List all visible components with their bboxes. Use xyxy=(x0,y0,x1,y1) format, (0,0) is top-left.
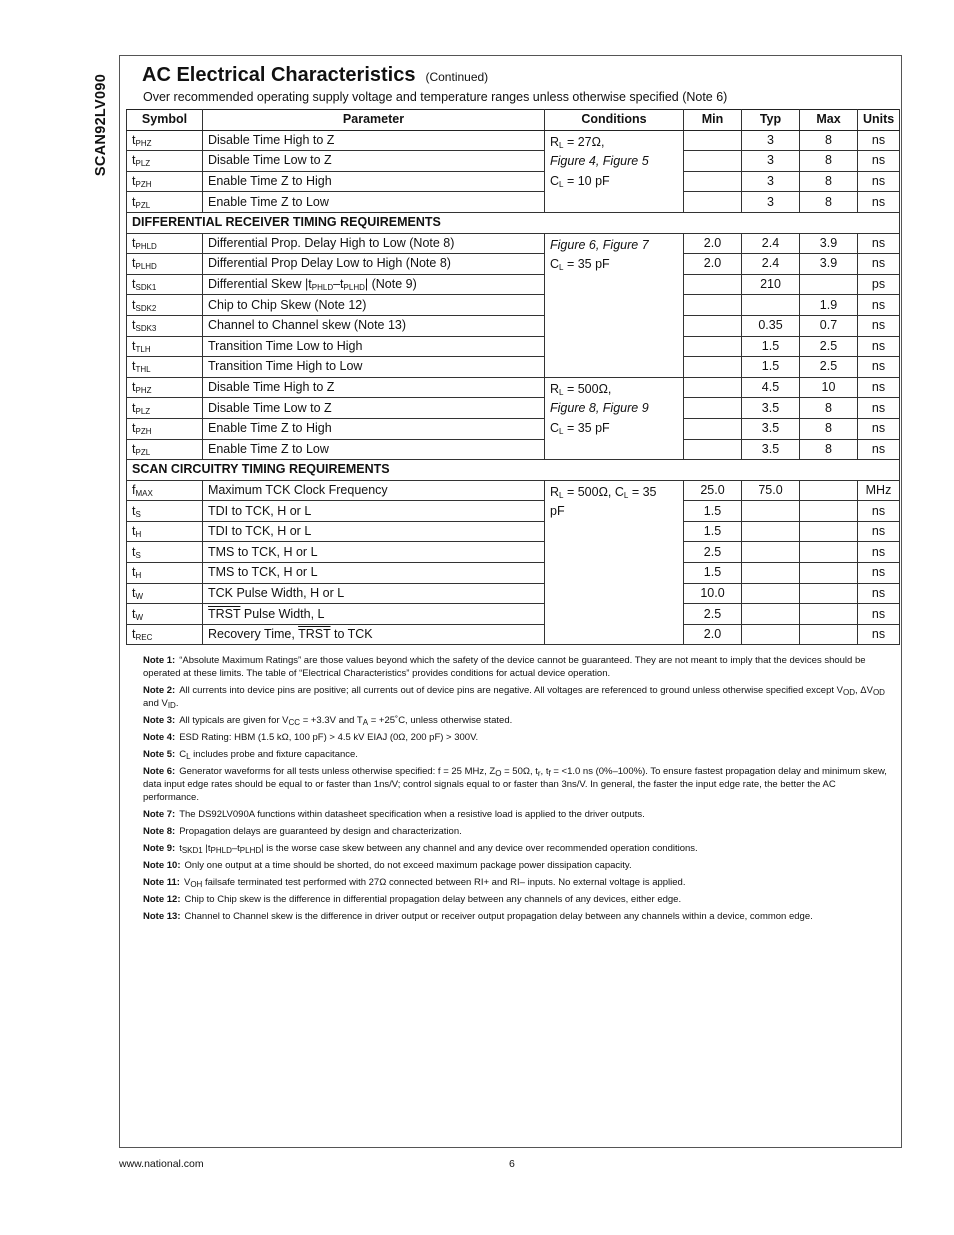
condition-line: $R_L = 27\Omega$, xyxy=(550,134,605,150)
cell-parameter: Recovery Time, TRST to TCK xyxy=(203,624,545,645)
col-header-symbol: Symbol xyxy=(127,110,203,131)
cell-max: 8 xyxy=(800,418,858,439)
cell-typ: 0.35 xyxy=(742,315,800,336)
condition-line: $C_L = 35$ pF xyxy=(550,257,610,273)
cell-symbol: $t_S$ xyxy=(127,501,203,522)
cell-max: 8 xyxy=(800,130,858,151)
cell-parameter: Maximum TCK Clock Frequency xyxy=(203,480,545,501)
cell-max: 8 xyxy=(800,439,858,460)
ac-characteristics-table xyxy=(126,109,900,645)
cell-min: 1.5 xyxy=(684,563,742,584)
cell-units: ns xyxy=(858,171,900,192)
note-item xyxy=(143,765,888,804)
cell-parameter: Disable Time Low to Z xyxy=(203,151,545,172)
cell-max xyxy=(800,583,858,604)
note-item xyxy=(143,731,888,744)
cell-typ: 3.5 xyxy=(742,418,800,439)
side-title xyxy=(88,55,114,195)
cell-max xyxy=(800,563,858,584)
cell-units: ns xyxy=(858,233,900,254)
table-body xyxy=(127,130,900,645)
cell-parameter: Differential Prop. Delay High to Low (Note 8) xyxy=(203,233,545,254)
cell-typ: 3.5 xyxy=(742,398,800,419)
cell-units: ns xyxy=(858,418,900,439)
table-row xyxy=(127,192,900,213)
cell-typ xyxy=(742,521,800,542)
cell-conditions xyxy=(545,480,684,645)
cell-parameter: TDI to TCK, H or L xyxy=(203,501,545,522)
cell-min: 2.5 xyxy=(684,542,742,563)
cell-typ xyxy=(742,542,800,563)
cell-max xyxy=(800,542,858,563)
cell-min xyxy=(684,295,742,316)
note-item xyxy=(143,654,888,680)
note-label: Note 10: xyxy=(143,860,181,871)
col-header-conditions: Conditions xyxy=(545,110,684,131)
note-item xyxy=(143,684,888,710)
cell-symbol: $t_{PHZ}$ xyxy=(127,377,203,398)
note-item xyxy=(143,859,888,872)
cell-parameter: Enable Time Z to Low xyxy=(203,192,545,213)
table-row xyxy=(127,336,900,357)
note-label: Note 9: xyxy=(143,843,176,854)
note-item xyxy=(143,808,888,821)
cell-min xyxy=(684,439,742,460)
condition-line: $R_L = 500\Omega$, xyxy=(550,381,612,397)
col-header-parameter: Parameter xyxy=(203,110,545,131)
cell-typ: 3 xyxy=(742,192,800,213)
cell-min xyxy=(684,274,742,295)
note-text: Only one output at a time should be shorted, do not exceed maximum package power dissipation capacity. xyxy=(184,860,632,871)
note-label: Note 1: xyxy=(143,655,176,666)
note-text: All currents into device pins are positive; all currents out of device pins are negative. All voltages are referenced to ground unless otherwise specified except $V_{OD}$, $\Delta V_{OD}$ and $V_{ID}$. xyxy=(143,685,885,710)
cell-typ xyxy=(742,563,800,584)
cell-parameter: TMS to TCK, H or L xyxy=(203,542,545,563)
table-header-row xyxy=(127,110,900,131)
cell-typ xyxy=(742,583,800,604)
table-row xyxy=(127,130,900,151)
section-label: DIFFERENTIAL RECEIVER TIMING REQUIREMENTS xyxy=(127,212,900,233)
cell-min xyxy=(684,315,742,336)
cell-units: ns xyxy=(858,151,900,172)
cell-typ: 75.0 xyxy=(742,480,800,501)
table-row xyxy=(127,171,900,192)
note-label: Note 11: xyxy=(143,877,180,888)
footer-website: www.national.com xyxy=(119,1158,204,1170)
cell-min: 2.0 xyxy=(684,233,742,254)
note-item xyxy=(143,714,888,727)
cell-units: ns xyxy=(858,439,900,460)
cell-typ: 2.4 xyxy=(742,233,800,254)
table-row xyxy=(127,501,900,522)
condition-line: Figure 4, Figure 5 xyxy=(550,154,649,169)
cell-max: 3.9 xyxy=(800,254,858,275)
cell-parameter: Differential Skew $|t_{PHLD}-t_{PLHD}|$ (Note 9) xyxy=(203,274,545,295)
condition-line: $C_L = 10$ pF xyxy=(550,173,610,189)
col-header-typ: Typ xyxy=(742,110,800,131)
note-item xyxy=(143,893,888,906)
cell-parameter: Enable Time Z to High xyxy=(203,171,545,192)
footer-page-number: 6 xyxy=(509,1158,515,1170)
table-row xyxy=(127,377,900,398)
cell-symbol: $t_{PLZ}$ xyxy=(127,398,203,419)
cell-min xyxy=(684,398,742,419)
table-row xyxy=(127,439,900,460)
table-row xyxy=(127,542,900,563)
cell-units: ns xyxy=(858,583,900,604)
cell-max: 3.9 xyxy=(800,233,858,254)
table-row xyxy=(127,151,900,172)
table-row xyxy=(127,315,900,336)
col-header-units: Units xyxy=(858,110,900,131)
cell-max: 2.5 xyxy=(800,357,858,378)
cell-symbol: $t_{PHZ}$ xyxy=(127,130,203,151)
cell-min xyxy=(684,171,742,192)
note-text: Chip to Chip skew is the difference in differential propagation delay between any channels of any devices, either edge. xyxy=(184,894,682,905)
cell-symbol: $t_H$ xyxy=(127,563,203,584)
cell-parameter: Disable Time High to Z xyxy=(203,377,545,398)
cell-conditions xyxy=(545,233,684,377)
cell-conditions xyxy=(545,130,684,212)
cell-typ: 3.5 xyxy=(742,439,800,460)
cell-min: 2.0 xyxy=(684,624,742,645)
note-text: All typicals are given for $V_{CC} = +3.3V$ and $T_A$ = +25˚C, unless otherwise stated. xyxy=(179,715,513,727)
cell-max xyxy=(800,604,858,625)
table-row xyxy=(127,398,900,419)
cell-min: 2.0 xyxy=(684,254,742,275)
cell-parameter: TDI to TCK, H or L xyxy=(203,521,545,542)
note-label: Note 8: xyxy=(143,826,176,837)
cell-max xyxy=(800,274,858,295)
cell-min xyxy=(684,336,742,357)
cell-max xyxy=(800,480,858,501)
table-row xyxy=(127,295,900,316)
note-label: Note 7: xyxy=(143,809,176,820)
cell-typ xyxy=(742,501,800,522)
cell-symbol: $t_{SDK1}$ xyxy=(127,274,203,295)
cell-units: ns xyxy=(858,521,900,542)
note-text: The DS92LV090A functions within datasheet specification when a resistive load is applied to the driver outputs. xyxy=(179,809,645,820)
cell-min: 1.5 xyxy=(684,501,742,522)
note-item xyxy=(143,842,888,855)
table-row xyxy=(127,357,900,378)
cell-units: ns xyxy=(858,295,900,316)
cell-typ: 3 xyxy=(742,151,800,172)
condition-line: Figure 8, Figure 9 xyxy=(550,401,649,416)
subtitle: Over recommended operating supply voltage and temperature ranges unless otherwise specified (Note 6) xyxy=(143,90,728,104)
cell-units: ns xyxy=(858,192,900,213)
section-heading xyxy=(142,64,488,87)
note-label: Note 4: xyxy=(143,732,176,743)
col-header-min: Min xyxy=(684,110,742,131)
cell-parameter: Transition Time High to Low xyxy=(203,357,545,378)
cell-units: ns xyxy=(858,357,900,378)
cell-typ: 1.5 xyxy=(742,357,800,378)
cell-symbol: $t_{PLZ}$ xyxy=(127,151,203,172)
cell-parameter: Channel to Channel skew (Note 13) xyxy=(203,315,545,336)
condition-line: $C_L = 35$ pF xyxy=(550,420,610,436)
cell-min xyxy=(684,192,742,213)
table-row xyxy=(127,583,900,604)
cell-max: 8 xyxy=(800,171,858,192)
section-label: SCAN CIRCUITRY TIMING REQUIREMENTS xyxy=(127,460,900,481)
section-row xyxy=(127,460,900,481)
cell-min: 1.5 xyxy=(684,521,742,542)
heading-continued: (Continued) xyxy=(425,70,489,84)
cell-parameter: TRST Pulse Width, L xyxy=(203,604,545,625)
cell-max: 8 xyxy=(800,192,858,213)
cell-units: ns xyxy=(858,377,900,398)
note-item xyxy=(143,748,888,761)
note-text: “Absolute Maximum Ratings” are those values beyond which the safety of the device cannot be guaranteed. They are not meant to imply that the devices should be operated at these limits. The table of “Electrical Characteristics” provides conditions for actual device operation. xyxy=(143,655,866,679)
cell-symbol: $t_W$ xyxy=(127,604,203,625)
note-label: Note 6: xyxy=(143,766,176,777)
cell-units: ns xyxy=(858,501,900,522)
side-title-text: SCAN92LV090 xyxy=(93,73,109,177)
cell-units: ns xyxy=(858,604,900,625)
cell-min xyxy=(684,151,742,172)
cell-typ: 2.4 xyxy=(742,254,800,275)
table-row xyxy=(127,480,900,501)
cell-symbol: $t_{PHLD}$ xyxy=(127,233,203,254)
cell-max: 8 xyxy=(800,151,858,172)
cell-units: ns xyxy=(858,130,900,151)
cell-parameter: Enable Time Z to Low xyxy=(203,439,545,460)
cell-max: 10 xyxy=(800,377,858,398)
cell-symbol: $t_W$ xyxy=(127,583,203,604)
note-label: Note 2: xyxy=(143,685,176,696)
cell-min: 25.0 xyxy=(684,480,742,501)
note-label: Note 3: xyxy=(143,715,176,726)
note-label: Note 12: xyxy=(143,894,181,905)
cell-typ: 3 xyxy=(742,130,800,151)
cell-typ: 4.5 xyxy=(742,377,800,398)
cell-max: 8 xyxy=(800,398,858,419)
cell-symbol: $t_{PLHD}$ xyxy=(127,254,203,275)
cell-symbol: $t_S$ xyxy=(127,542,203,563)
table-row xyxy=(127,624,900,645)
heading-title: AC Electrical Characteristics xyxy=(142,64,416,86)
note-label: Note 13: xyxy=(143,911,181,922)
note-item xyxy=(143,910,888,923)
cell-symbol: $t_{SDK2}$ xyxy=(127,295,203,316)
cell-min xyxy=(684,357,742,378)
cell-symbol: $t_{THL}$ xyxy=(127,357,203,378)
cell-symbol: $t_{SDK3}$ xyxy=(127,315,203,336)
cell-units: ns xyxy=(858,398,900,419)
section-row xyxy=(127,212,900,233)
table-row xyxy=(127,254,900,275)
cell-symbol: $f_{MAX}$ xyxy=(127,480,203,501)
cell-typ xyxy=(742,295,800,316)
cell-min xyxy=(684,130,742,151)
cell-symbol: $t_{REC}$ xyxy=(127,624,203,645)
cell-typ: 210 xyxy=(742,274,800,295)
cell-parameter: Chip to Chip Skew (Note 12) xyxy=(203,295,545,316)
cell-units: ns xyxy=(858,624,900,645)
cell-units: MHz xyxy=(858,480,900,501)
cell-max: 2.5 xyxy=(800,336,858,357)
table-row xyxy=(127,418,900,439)
condition-line: $R_L = 500\Omega$, $C_L = 35$ xyxy=(550,484,657,500)
cell-min xyxy=(684,377,742,398)
cell-max: 1.9 xyxy=(800,295,858,316)
note-text: ESD Rating: HBM (1.5 kΩ, 100 pF) > 4.5 kV EIAJ (0Ω, 200 pF) > 300V. xyxy=(179,732,479,743)
note-text: Channel to Channel skew is the difference in driver output or receiver output propagation delay between any channels within a device, common edge. xyxy=(184,911,813,922)
cell-units: ns xyxy=(858,542,900,563)
cell-units: ps xyxy=(858,274,900,295)
note-text: $t_{SKD1}$ $|t_{PHLD}-t_{PLHD}|$ is the worse case skew between any channel and any device over recommended operation conditions. xyxy=(179,843,698,855)
note-text: Generator waveforms for all tests unless otherwise specified: f = 25 MHz, $Z_O = 50\Omega$, $t_r$, $t_f = <1.0$ ns (0%–100%). To ensure fastest propagation delay and minimum skew, data input edge rates should be equal to or faster than 1ns/V; control signals equal to or faster than 3ns/V. In general, the faster the input edge rate, the better the AC performance. xyxy=(143,766,887,803)
condition-line: Figure 6, Figure 7 xyxy=(550,237,649,252)
table-row xyxy=(127,521,900,542)
cell-symbol: $t_{PZH}$ xyxy=(127,171,203,192)
cell-min: 2.5 xyxy=(684,604,742,625)
table-row xyxy=(127,604,900,625)
note-item xyxy=(143,876,888,889)
cell-parameter: Disable Time High to Z xyxy=(203,130,545,151)
cell-parameter: Differential Prop Delay Low to High (Note 8) xyxy=(203,254,545,275)
cell-max: 0.7 xyxy=(800,315,858,336)
cell-symbol: $t_H$ xyxy=(127,521,203,542)
cell-typ: 3 xyxy=(742,171,800,192)
cell-parameter: Enable Time Z to High xyxy=(203,418,545,439)
table-row xyxy=(127,233,900,254)
cell-max xyxy=(800,501,858,522)
cell-symbol: $t_{PZL}$ xyxy=(127,192,203,213)
cell-parameter: TMS to TCK, H or L xyxy=(203,563,545,584)
note-item xyxy=(143,825,888,838)
table-row xyxy=(127,274,900,295)
cell-typ xyxy=(742,624,800,645)
cell-min xyxy=(684,418,742,439)
cell-min: 10.0 xyxy=(684,583,742,604)
cell-units: ns xyxy=(858,563,900,584)
cell-symbol: $t_{TLH}$ xyxy=(127,336,203,357)
cell-conditions xyxy=(545,377,684,459)
cell-symbol: $t_{PZH}$ xyxy=(127,418,203,439)
cell-units: ns xyxy=(858,315,900,336)
cell-parameter: TCK Pulse Width, H or L xyxy=(203,583,545,604)
condition-line: pF xyxy=(550,504,565,519)
note-text: $C_L$ includes probe and fixture capacitance. xyxy=(179,749,358,761)
cell-typ: 1.5 xyxy=(742,336,800,357)
cell-typ xyxy=(742,604,800,625)
cell-max xyxy=(800,624,858,645)
note-text: $V_{OH}$ failsafe terminated test performed with 27Ω connected between RI+ and RI– inputs. No external voltage is applied. xyxy=(183,877,686,889)
cell-parameter: Transition Time Low to High xyxy=(203,336,545,357)
note-text: Propagation delays are guaranteed by design and characterization. xyxy=(179,826,462,837)
table-row xyxy=(127,563,900,584)
cell-units: ns xyxy=(858,254,900,275)
cell-units: ns xyxy=(858,336,900,357)
col-header-max: Max xyxy=(800,110,858,131)
cell-parameter: Disable Time Low to Z xyxy=(203,398,545,419)
cell-max xyxy=(800,521,858,542)
notes-section xyxy=(143,654,888,927)
note-label: Note 5: xyxy=(143,749,176,760)
cell-symbol: $t_{PZL}$ xyxy=(127,439,203,460)
